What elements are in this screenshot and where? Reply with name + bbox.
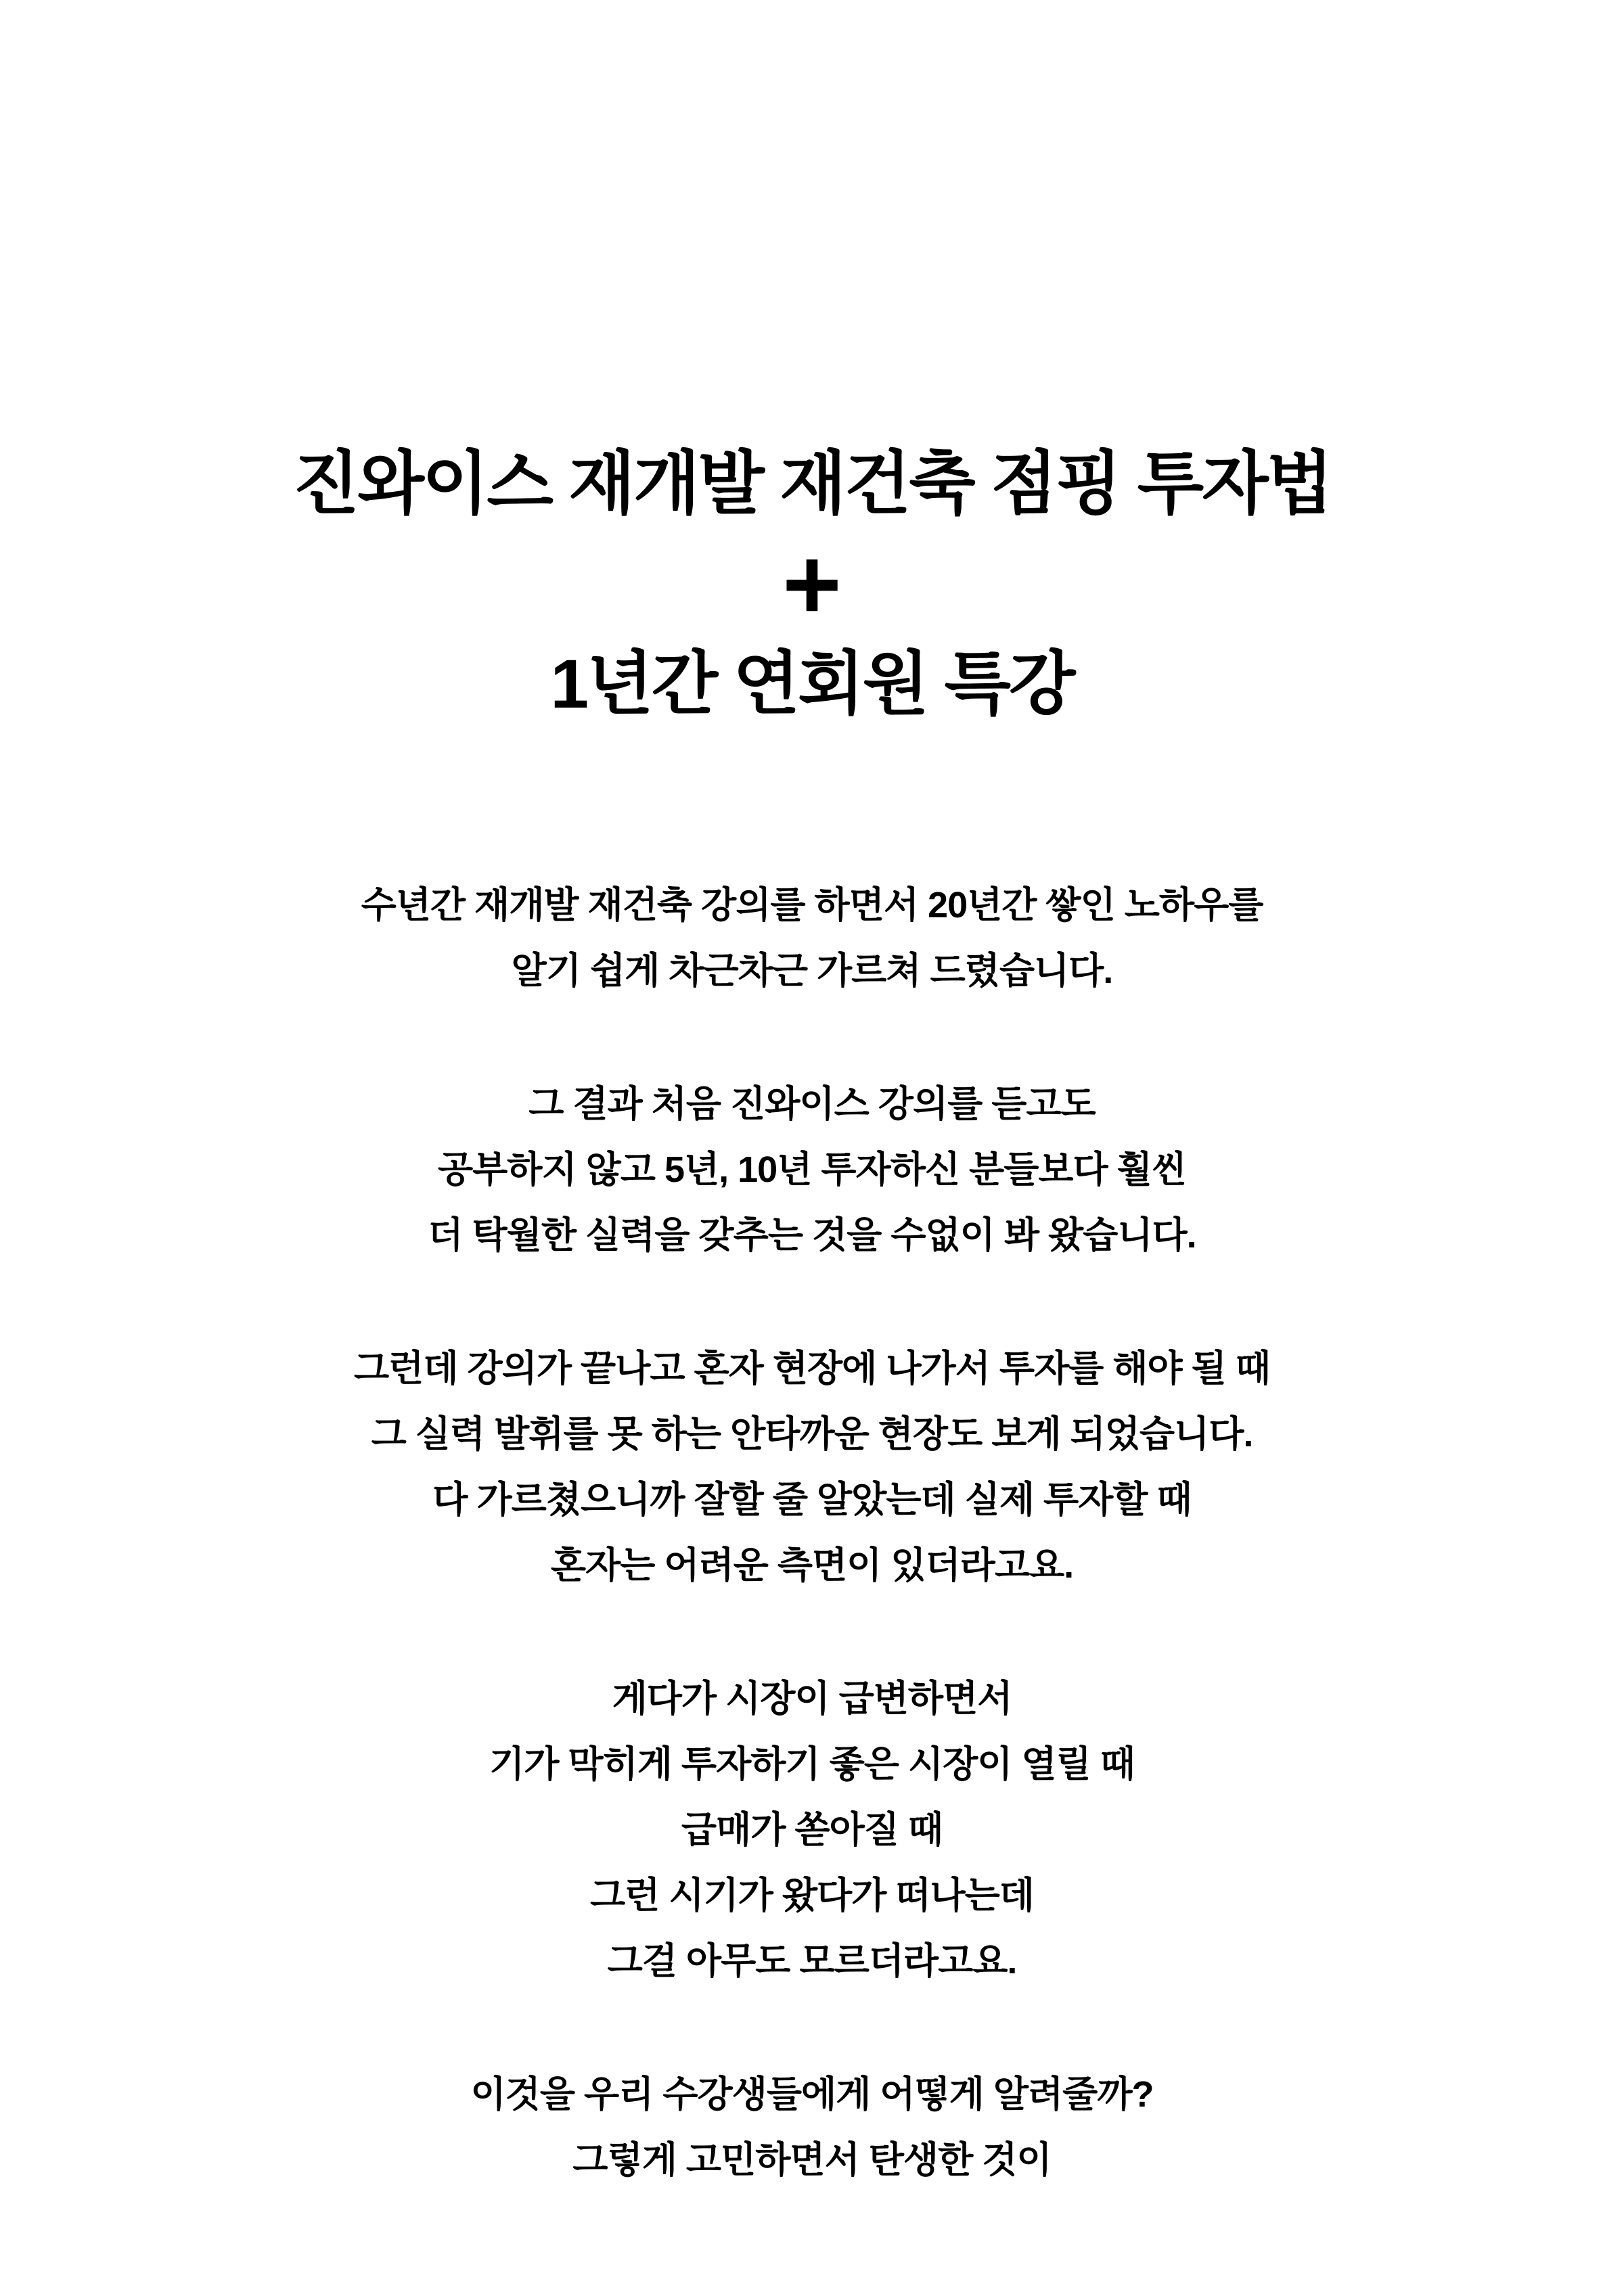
paragraph-1-line-2: 알기 쉽게 차근차근 가르쳐 드렸습니다. bbox=[511, 950, 1113, 991]
page-title-line-2: 1년간 연회원 특강 bbox=[550, 645, 1074, 722]
paragraph-2 bbox=[0, 1072, 1624, 1268]
paragraph-4-line-1: 게다가 시장이 급변하면서 bbox=[612, 1678, 1012, 1719]
paragraph-2-line-2: 공부하지 않고 5년, 10년 투자하신 분들보다 훨씬 bbox=[437, 1149, 1187, 1190]
plus-icon: + bbox=[782, 527, 842, 641]
paragraph-5-line-2: 그렇게 고민하면서 탄생한 것이 bbox=[572, 2140, 1052, 2180]
paragraph-3-line-3: 다 가르쳤으니까 잘할 줄 알았는데 실제 투자할 때 bbox=[432, 1479, 1192, 1520]
paragraph-3 bbox=[0, 1336, 1624, 1599]
page-title-line-1: 진와이스 재개발 재건축 점핑 투자법 bbox=[292, 445, 1332, 522]
paragraph-4-line-3: 급매가 쏟아질 때 bbox=[681, 1810, 943, 1850]
paragraph-2-line-3: 더 탁월한 실력을 갖추는 것을 수없이 봐 왔습니다. bbox=[428, 1215, 1196, 1256]
paragraph-4-line-5: 그걸 아무도 모르더라고요. bbox=[607, 1941, 1017, 1981]
title-block bbox=[0, 434, 1624, 734]
paragraph-2-line-1: 그 결과 처음 진와이스 강의를 듣고도 bbox=[528, 1084, 1096, 1124]
paragraph-3-line-2: 그 실력 발휘를 못 하는 안타까운 현장도 보게 되었습니다. bbox=[371, 1414, 1253, 1454]
paragraph-1 bbox=[0, 873, 1624, 1004]
paragraph-3-line-1: 그런데 강의가 끝나고 혼자 현장에 나가서 투자를 해야 될 때 bbox=[354, 1348, 1270, 1389]
body-text-block bbox=[0, 873, 1624, 2193]
paragraph-5 bbox=[0, 2062, 1624, 2193]
paragraph-1-line-1: 수년간 재개발 재건축 강의를 하면서 20년간 쌓인 노하우를 bbox=[361, 885, 1263, 925]
paragraph-3-line-4: 혼자는 어려운 측면이 있더라고요. bbox=[550, 1545, 1074, 1586]
paragraph-4 bbox=[0, 1666, 1624, 1994]
paragraph-4-line-4: 그런 시기가 왔다가 떠나는데 bbox=[590, 1875, 1034, 1916]
paragraph-4-line-2: 기가 막히게 투자하기 좋은 시장이 열릴 때 bbox=[489, 1744, 1135, 1785]
paragraph-5-line-1: 이것을 우리 수강생들에게 어떻게 알려줄까? bbox=[470, 2074, 1154, 2115]
